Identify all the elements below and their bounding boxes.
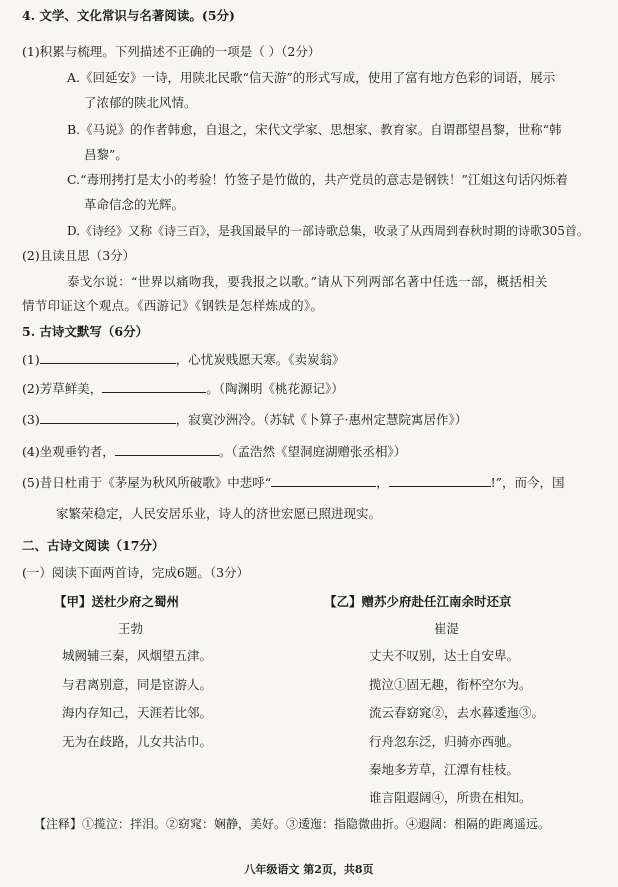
q5-item1 — [22, 351, 344, 368]
poem-a-title: 【甲】送杜少府之蜀州 — [54, 594, 180, 609]
q5-item3-suffix: ，寂寞沙洲冷。（苏轼《卜算子·惠州定慧院寓居作》） — [175, 412, 468, 427]
q5-item5-suffix: !”，而今，国 — [490, 475, 565, 490]
poem-b-line: 秦地多芳草，江潭有桂枝。 — [369, 762, 520, 777]
poem-b-line: 揽泣①固无趣，衔杯空尔为。 — [369, 677, 532, 692]
poem-a-line: 与君离别意，同是宦游人。 — [62, 677, 213, 692]
q5-answer-blank-3[interactable] — [40, 411, 176, 424]
q4-option-b-line1: B.《马说》的作者韩愈，自退之，宋代文学家、思想家、教育家。自谓郡望昌黎，世称“韩 — [67, 122, 562, 137]
q4-option-d: D.《诗经》又称《诗三百》，是我国最早的一部诗歌总集，收录了从西周到春秋时期的诗歌305首。 — [67, 224, 589, 238]
q4-sub1: (1)积累与梳理。下列描述不正确的一项是（ ）（2分） — [22, 44, 321, 59]
q5-heading: 5. 古诗文默写（6分） — [22, 324, 149, 339]
q4-quote-line2: 情节印证这个观点。《西游记》《钢铁是怎样炼成的》。 — [22, 298, 324, 313]
q4-option-a-line1: A.《回延安》一诗，用陕北民歌“信天游”的形式写成，使用了富有地方色彩的词语，展示 — [67, 70, 556, 85]
q5-item4-prefix: (4)坐观垂钓者， — [22, 444, 115, 459]
q4-heading: 4. 文学、文化常识与名著阅读。(5分) — [22, 8, 235, 23]
q4-quote-line1: 泰戈尔说：“世界以痛吻我，要我报之以歌。”请从下列两部名著中任选一部，概括相关 — [67, 274, 548, 289]
q4-option-b-line2: 昌黎”。 — [84, 147, 128, 162]
q5-item5 — [22, 474, 565, 491]
poem-b-author: 崔湜 — [434, 621, 460, 636]
q4-sub2: (2)且读且思（3分） — [22, 248, 136, 263]
q5-item5-mid: ， — [376, 475, 389, 490]
poem-a-author: 王勃 — [118, 621, 144, 636]
poem-b-line: 谁言阻遐阔④，所贵在相知。 — [369, 790, 532, 805]
q5-answer-blank-4[interactable] — [115, 443, 219, 456]
q5-answer-blank-5b[interactable] — [389, 474, 491, 487]
q4-option-c-line2: 革命信念的光辉。 — [84, 197, 185, 212]
q5-answer-blank-2[interactable] — [102, 380, 206, 393]
q5-item5-continuation: 家繁荣稳定，人民安居乐业，诗人的济世宏愿已照进现实。 — [56, 506, 382, 521]
q5-item2-suffix: 。（陶渊明《桃花源记》） — [206, 381, 344, 396]
annotation-note: 【注释】①揽泣：拌泪。②窈窕：娴静，美好。③逶迤：指隐微曲折。④遐阔：相隔的距离遥远。 — [34, 817, 551, 831]
q5-item1-suffix: ，心忧炭贱愿天寒。《卖炭翁》 — [175, 352, 345, 367]
q5-answer-blank-1[interactable] — [40, 351, 176, 364]
q5-item3 — [22, 411, 467, 428]
poem-b-line: 行舟忽东泛，归骑亦西驰。 — [369, 734, 520, 749]
poem-a-line: 无为在歧路，儿女共沾巾。 — [62, 734, 213, 749]
q4-option-c-line1: C.“毒刑拷打是太小的考验！竹签子是竹做的，共产党员的意志是钢铁！”江姐这句话闪烁着 — [67, 172, 568, 187]
q5-item2 — [22, 380, 344, 397]
q5-item4 — [22, 443, 406, 460]
poem-a-line: 海内存知己，天涯若比邻。 — [62, 705, 213, 720]
q4-option-a-line2: 了浓郁的陕北风情。 — [84, 95, 197, 110]
q5-item5-prefix: (5)昔日杜甫于《茅屋为秋风所破歌》中悲呼“ — [22, 475, 272, 490]
q5-item2-prefix: (2)芳草鲜美， — [22, 381, 103, 396]
section2-intro: (一）阅读下面两首诗，完成6题。（3分） — [22, 565, 250, 580]
q5-answer-blank-5a[interactable] — [271, 474, 376, 487]
poem-b-line: 丈夫不叹别，达士自安卑。 — [369, 648, 520, 663]
poem-b-title: 【乙】赠苏少府赴任江南余时还京 — [324, 594, 512, 609]
q5-item4-suffix: 。（孟浩然《望洞庭湖赠张丞相》） — [218, 444, 407, 459]
poem-a-line: 城阙辅三秦，风烟望五津。 — [62, 648, 213, 663]
page-footer: 八年级语文 第2页，共8页 — [244, 863, 374, 876]
section2-heading: 二、古诗文阅读（17分） — [22, 538, 165, 553]
q5-item1-prefix: (1) — [22, 352, 40, 367]
q5-item3-prefix: (3) — [22, 412, 40, 427]
poem-b-line: 流云春窈窕②，去水暮逶迤③。 — [369, 705, 545, 720]
